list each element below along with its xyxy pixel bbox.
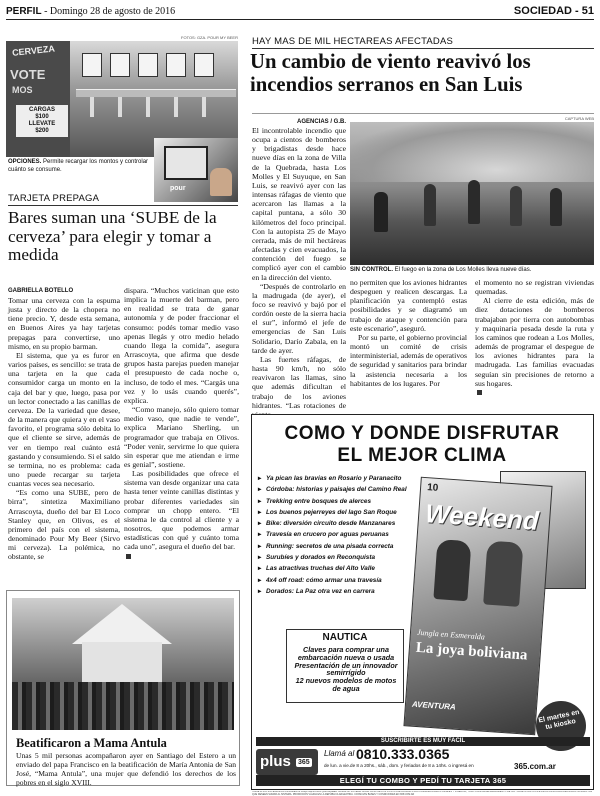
nautica-item: Presentación de un innovador semirrígido xyxy=(294,660,398,678)
magazine-headline-1: Jungla en Esmeralda xyxy=(416,627,486,642)
sign-mos: MOS xyxy=(12,85,33,95)
fire-photo xyxy=(350,122,594,265)
sign-vote: VOTE xyxy=(10,67,46,82)
beer-byline: GABRIELLA BOTELLO xyxy=(8,288,74,294)
nautica-box xyxy=(286,629,404,703)
beer-column-1: Tomar una cerveza con la espuma justa y directo de la chopera no tiene precio. Y, desde esta semana, en Buenos Aires ya hay tarjetas prepagas para convertirse, uno mismo, en su propio barman. El sistema, que ya es furor en varios países, es sencillo: se trata de una tarjeta en la que cada consumidor carga un monto en la caja del bar y que, luego, pasa por un lector conectado a las canillas de cerveza. De la variedad que desee, de la manera que quiera y en el vaso favorito, el programa sólo debita lo que el cliente se sirve, además de ver en tiempo real cuánto está gastando y consumiendo. Si el saldo se termina, no es problema: cada uno puede recargar su tarjeta cuantas veces sea necesario. “Es como una SUBE, pero de birra”, sintetiza Maximiliano Arrascoyta, dueño del bar El Loco Stanley que, en Olivos, es el primero del país con el sistema, denominado Pour My Beer (Sirvo mi cerveza). La polémica, no obstante, se xyxy=(8,296,120,562)
ad-topics-list xyxy=(258,473,408,597)
ad-title-1: COMO Y DONDE DISFRUTAR xyxy=(284,423,560,444)
magazine-title: Weekend xyxy=(424,498,540,536)
firefighter-2 xyxy=(424,184,436,226)
section-page: SOCIEDAD - 51 xyxy=(513,5,594,17)
call-hours: de lun. a vie.de 8 a 20hs., sáb., dom. y feriados de 8 a 14hs. o ingresá en xyxy=(324,763,474,768)
ad-topic: ▸ Running: secretos de una pisada correcta xyxy=(258,541,408,552)
weekend-magazine-cover xyxy=(403,477,552,736)
altar xyxy=(82,642,162,682)
sign-cerveza: CERVEZA xyxy=(11,43,56,58)
fire-column-1: El incontrolable incendio que ocupa a cientos de bomberos y brigadistas desde hace nueve días en la zona de Villa de la Quebrada, hasta Los Molles y El Suyuque, en San Luis, se reavivó ayer con las intensas ráfagas de viento que acercaron las llamas a la capital puntana, a sólo 30 kilómetros del foco principal. Con la autopista 25 de Mayo cerrada, más de mil hectáreas afectadas y cien evacuados, la contención del fuego se complicó ayer con el cambio en la dirección del viento. “Después de controlarlo en la madrugada (de ayer), el foco se reavivó y bajó por el cordón oeste de la sierra hacia el sur”, informó el jefe de emergencias de San Luis Solidario, Darío Zabala, en la tarde de ayer. Las fuertes ráfagas, de hasta 90 km/h, no sólo reavivaron las llamas, sino que además dificultan el trabajo de los aviones hidrantes. “Las rotaciones de xyxy=(252,126,346,410)
tap-screen-5 xyxy=(194,53,214,77)
beatification-photo xyxy=(12,598,234,730)
pour-logo: pour xyxy=(170,185,186,192)
subscribe-bar: SUSCRIBIRTE ES MUY FACIL xyxy=(256,737,590,746)
fire-column-3: el momento no se registran viviendas quemadas. Al cierre de esta edición, más de diez dotaciones de bomberos trabajaban por tierra con autobombas y maquinaria pesada desde la ruta y los caminos que rodean a Los Molles, además de programar el despegue de los aviones hidrantes para la madrugada. Las familias evacuadas seguían sin precisiones de retorno a sus hogares. xyxy=(475,278,594,397)
ad-topic: ▸ Dorados: La Paz otra vez en carrera xyxy=(258,586,408,597)
ad-topic: ▸ Las atractivas truchas del Alto Valle xyxy=(258,563,408,574)
weekend-ad[interactable] xyxy=(251,414,594,790)
fire-agency: AGENCIAS / G.B. xyxy=(296,119,346,125)
issue-date: - Domingo 28 de agosto de 2016 xyxy=(41,6,176,17)
card-reader-photo xyxy=(154,138,238,202)
altar-canopy xyxy=(72,604,172,644)
tap-screen-1 xyxy=(82,53,102,77)
cta-bar[interactable]: ELEGÍ TU COMBO Y PEDÍ TU TARJETA 365 xyxy=(256,775,590,786)
ad-topic: ▸ Córdoba: historias y paisajes del Camino Real xyxy=(258,484,408,495)
fire-kicker: HAY MAS DE MIL HECTAREAS AFECTADAS xyxy=(252,36,454,47)
ad-topic: ▸ Surubíes y dorados en Reconquista xyxy=(258,552,408,563)
nautica-item: Claves para comprar una embarcación nueva o usada xyxy=(297,645,395,662)
antula-text: Unas 5 mil personas acompañaron ayer en Santiago del Estero a un enviado del papa Francisco en la beatificación de María Antonia de San José, “Mama Antula”, una mujer que defendió los derechos de los pobres en el siglo XVIII. xyxy=(16,751,236,787)
ad-topic: ▸ Trekking entre bosques de alerces xyxy=(258,496,408,507)
beer-photo-caption: OPCIONES. Permite recargar los montos y controlar cuánto se consume. xyxy=(8,159,149,173)
magazine-headline-2: La joya boliviana xyxy=(415,639,528,664)
cover-person-1 xyxy=(433,539,471,601)
beer-photo-credit: FOTOS: GZA. POUR MY BEER xyxy=(181,35,238,40)
magazine-number: 10 xyxy=(426,482,439,494)
tap-screen-4 xyxy=(166,53,186,77)
firefighter-4 xyxy=(510,186,522,226)
fire-photo-credit: CAPTURA WEB xyxy=(564,116,594,121)
fire-column-2: no permiten que los aviones hidrantes despeguen y realicen descargas. La planificación ya contempló estas posibilidades y se diagramó un trabajo de ataque y contención para este escenario”, aseguró. Por su parte, el gobierno provincial montó un comité de crisis interministerial, además de operativos de seguridad y sanitarios para brindar la asistencia necesaria a los habitantes de los lugares. Por xyxy=(350,278,467,388)
phone-number[interactable]: 0810.333.0365 xyxy=(356,746,450,762)
firefighter-3 xyxy=(468,180,480,224)
crowd xyxy=(12,682,234,730)
tap-bar xyxy=(76,89,236,97)
beer-kicker: TARJETA PREPAGA xyxy=(8,193,100,204)
ad-topic: ▸ 4x4 off road: cómo armar una travesía xyxy=(258,575,408,586)
firefighter-5 xyxy=(550,188,562,226)
end-mark xyxy=(477,390,482,395)
fire-photo-caption: SIN CONTROL. El fuego en la zona de Los Molles lleva nueve días. xyxy=(350,267,532,273)
ad-topic: ▸ Ya pican las bravias en Rosario y Paranacito xyxy=(258,473,408,484)
page-header xyxy=(6,4,594,20)
price-sign: CARGAS $100 LLEVATE $200 xyxy=(16,105,68,137)
plus365-logo: plus 365 xyxy=(256,749,318,775)
nautica-item: 12 nuevos modelos de motos de agua xyxy=(295,676,397,693)
hand xyxy=(210,168,232,196)
tap-screen-2 xyxy=(110,53,130,77)
antula-headline: Beatificaron a Mama Antula xyxy=(16,736,167,750)
ad-topic: ▸ Bike: diversión circuito desde Manzanares xyxy=(258,518,408,529)
ad-topic: ▸ Travesía en crucero por aguas peruanas xyxy=(258,529,408,540)
beer-headline: Bares suman una ‘SUBE de la cerveza’ para elegir y tomar a medida xyxy=(8,208,217,264)
sticker-martes: El martes en tu kiosko xyxy=(531,696,590,755)
magazine-aventura: AVENTURA xyxy=(411,699,457,712)
beer-column-2: dispara. “Muchos vaticinan que esto implica la muerte del barman, pero en realidad se trata de ganar autonomía y de poder fraccionar el consumo: podés tomar medio vaso apenas llegás y otro medio helado cuando llega la comida”, asegura Arrascoyta, que afirma que desde grupos hasta parejas pueden manejar el presupuesto de cada noche o, incluso, de todo el mes. “Cargás una vez y lo usás cuando querés”, explica. “Como manejo, sólo quiero tomar medio vaso, que nadie te vende”, explica Mariano Sherling, un programador que trabaja en Olivos. “Poder venir, servirme lo que quiera sin esperar que me atiendan e irme es genial”, sostiene. Las posibilidades que ofrece el sistema van desde organizar una cata hasta tener veinte canillas distintas y probar diferentes variedades sin comprar un chopp entero. “El sistema le da control al cliente y a nosotros, que podemos armar estadísticas con qué y cuánto toma cada uno”, asegura el dueño del bar. xyxy=(124,286,239,561)
smoke xyxy=(350,122,594,182)
tap-screen-3 xyxy=(138,53,158,77)
nautica-title: NAUTICA xyxy=(322,632,368,643)
website-link[interactable]: 365.com.ar xyxy=(514,762,556,771)
newspaper-name: PERFIL xyxy=(6,6,42,17)
ad-title-2: EL MEJOR CLIMA xyxy=(337,445,507,466)
fire-headline: Un cambio de viento reavivó los incendios serranos en San Luis xyxy=(250,51,531,96)
firefighter-1 xyxy=(374,192,388,232)
end-mark xyxy=(126,554,131,559)
ad-fine-print: TARJETA 365 SISTEMA EXCLUSIVAMENTE PARA PERSONAS QUE DESEEN SUMAR AL SISTEMA. EN EL CASO DE LOS PUNTOS DE ACCESO A LAS COMBINACIONES POSIBLES Y VIGENCIA, TODO CONFORME REGLAMENTO DE 365. TARJETA 365 PLUS ES EXCLUSIVA PARA PERSONAS SUSCRIPTAS QUE DESEEN SUMAR AL SISTEMA. PROMOCIÓN VÁLIDA EN LA REPÚBLICA ARGENTINA. CONSULTE BASES Y CONDICIONES EN 365.COM.AR xyxy=(252,791,593,796)
call-label: Llamá al xyxy=(324,749,355,758)
ad-topic: ▸ Los buenos pejerreyes del lago San Roque xyxy=(258,507,408,518)
cover-person-2 xyxy=(483,541,523,607)
